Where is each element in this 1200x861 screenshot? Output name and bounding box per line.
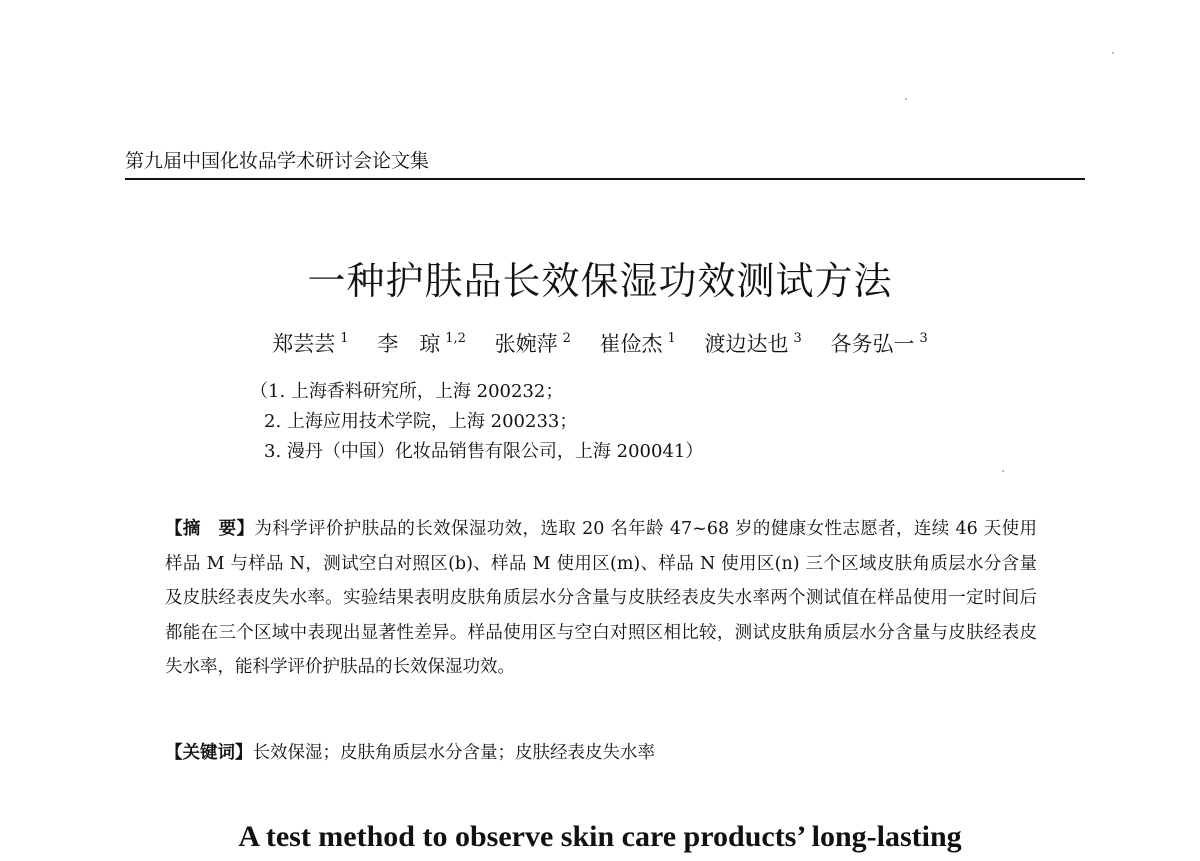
scan-speck (1002, 470, 1004, 472)
affiliation-text: 漫丹（中国）化妆品销售有限公司，上海 200041） (286, 441, 704, 462)
affiliation-number: （1. (250, 381, 286, 402)
author (495, 328, 571, 358)
keywords-text: 长效保湿；皮肤角质层水分含量；皮肤经表皮失水率 (252, 743, 655, 763)
scan-speck (1112, 52, 1114, 54)
affiliation-text: 上海应用技术学院，上海 200233； (286, 411, 578, 432)
author-name: 崔俭杰 (599, 332, 663, 356)
author (705, 328, 802, 358)
english-title: A test method to observe skin care products’ long-lasting (238, 820, 962, 853)
keywords-label: 【关键词】 (165, 743, 253, 763)
running-title: 第九届中国化妆品学术研讨会论文集 (125, 150, 430, 172)
author-affiliation-mark: 1 (340, 331, 349, 346)
scan-speck (905, 98, 907, 100)
author-name: 郑芸芸 (272, 332, 336, 356)
author-name: 张婉萍 (494, 332, 558, 356)
affiliation-list (250, 377, 703, 467)
affiliation (250, 407, 703, 437)
affiliation (250, 377, 703, 407)
author-affiliation-mark: 2 (562, 331, 571, 346)
author-affiliation-mark: 1,2 (445, 331, 466, 346)
abstract-label: 【摘 要】 (165, 519, 255, 539)
paper-title: 一种护肤品长效保湿功效测试方法 (307, 259, 893, 303)
author-name: 各务弘一 (830, 332, 915, 356)
affiliation-number: 3. (264, 441, 282, 462)
abstract-text: 为科学评价护肤品的长效保湿功效，选取 20 名年龄 47~68 岁的健康女性志愿者，连续 46 天使用样品 M 与样品 N，测试空白对照区(b)、样品 M 使用区(m)、样品 N 使用区(n) 三个区域皮肤角质层水分含量及皮肤经表皮失水率。实验结果表明皮肤角质层水分含量与皮肤经表皮失水率两个测试值在样品使用一定时间后都能在三个区域中表现出显著性差异。样品使用区与空白对照区相比较，测试皮肤角质层水分含量与皮肤经表皮失水率，能科学评价护肤品的长效保湿功效。 (165, 519, 1038, 677)
affiliation-text: 上海香料研究所，上海 200232； (290, 381, 564, 402)
running-header (125, 142, 1085, 180)
abstract (165, 512, 1037, 685)
author (377, 328, 466, 358)
author-name: 渡边达也 (704, 332, 789, 356)
affiliation (250, 437, 703, 467)
author-name: 李 琼 (377, 332, 441, 356)
author-affiliation-mark: 3 (793, 331, 802, 346)
affiliation-number: 2. (264, 411, 282, 432)
author-list (0, 328, 1200, 358)
author-affiliation-mark: 1 (667, 331, 676, 346)
keywords (165, 736, 1037, 770)
author (600, 328, 676, 358)
author-affiliation-mark: 3 (919, 331, 928, 346)
author (830, 328, 927, 358)
author (272, 328, 348, 358)
